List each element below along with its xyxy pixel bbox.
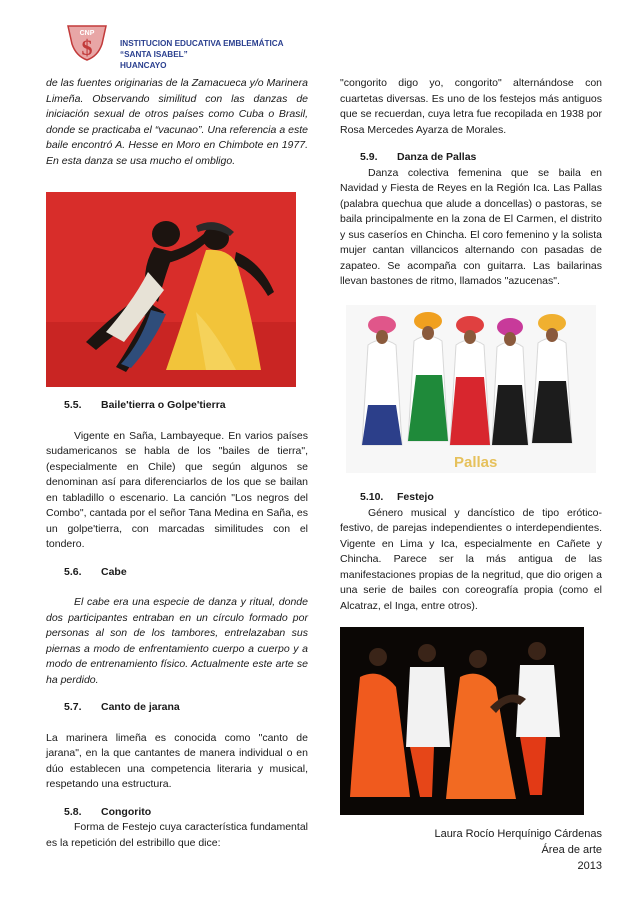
- section-5-5-text: Vigente en Saña, Lambayeque. En varios países sudamericanos se habla de los "bailes de tierra", (especialmente en Chile) que según algunos se denominan así para diferenciarlos de los que se bailan en tabladillo o escenario. La canción "Los negros del Combo", cantada por el señor Tana Medina en Saña, es un golpe'tierra, con marcadas similitudes con el tondero.: [46, 429, 308, 550]
- section-5-7-number: 5.7.: [64, 701, 82, 713]
- pallas-caption: Pallas: [454, 454, 498, 471]
- section-5-5-number: 5.5.: [64, 399, 82, 411]
- section-5-5-title: Baile'tierra o Golpe'tierra: [101, 399, 226, 411]
- section-5-10-heading: [360, 490, 602, 506]
- section-5-9-text: Danza colectiva femenina que se baila en Navidad y Fiesta de Reyes en la Región Ica. Las Pallas (palabra quechua que alude a doncellas) o pastoras, se baila principalmente en la zona de El Carmen, el distrito y sus caseríos en Chincha. El coro femenino y la solista mujer cantan villancicos alternando con pasadas de zapateo. Se acompaña con guitarra. Las bailarinas llevan bastones de ritmo, llamados "azucenas".: [340, 166, 602, 287]
- congorito-continuation: "congorito digo yo, congorito" alternándose con cuartetas diversas. Es uno de los festejos más antiguos que se recuerdan, cuya letra fue recopilada en 1938 por Rosa Mercedes Ayarza de Morales.: [340, 77, 602, 136]
- section-5-9-number: 5.9.: [360, 151, 378, 163]
- section-5-6-title: Cabe: [101, 565, 127, 578]
- section-5-7-heading: [64, 700, 308, 716]
- svg-text:$: $: [81, 35, 93, 60]
- section-5-9-title: Danza de Pallas: [397, 151, 477, 163]
- dancers-painting-image: [46, 192, 296, 387]
- section-5-5-heading: [64, 398, 308, 414]
- section-5-6-number: 5.6.: [64, 565, 82, 578]
- section-5-8-heading: [64, 805, 308, 821]
- section-5-10: [340, 490, 602, 614]
- section-5-5: [46, 398, 308, 851]
- logo-text: CNP: [79, 30, 95, 37]
- festejo-dancers-image: [340, 627, 584, 815]
- right-column: [340, 76, 602, 290]
- footer-subject: Área de arte: [541, 844, 602, 856]
- section-5-7-title: Canto de jarana: [101, 701, 180, 713]
- footer-year: 2013: [577, 860, 602, 872]
- author-footer: [434, 826, 602, 874]
- section-5-8-text: Forma de Festejo cuya característica fundamental es la repetición del estribillo que dice:: [46, 821, 308, 849]
- intro-paragraph: de las fuentes originarias de la Zamacueca y/o Marinera Limeña. Observando similitud con las danzas de iniciación sexual de otros países como Cuba o Brasil, donde se practicaba el “vacunao”. Una referencia a este baile encontró A. Hesse en Moro en Chimbote en 1977. En esta danza se usa mucho el ombligo.: [46, 77, 308, 167]
- school-name: [120, 38, 284, 71]
- school-line-3: HUANCAYO: [120, 61, 167, 70]
- section-5-10-number: 5.10.: [360, 491, 384, 503]
- section-5-9-heading: [360, 150, 602, 166]
- school-line-2: “SANTA ISABEL”: [120, 50, 188, 59]
- section-5-6-heading: [64, 565, 308, 581]
- section-5-8-title: Congorito: [101, 805, 152, 818]
- section-5-10-text: Género musical y dancístico de tipo erótico-festivo, de parejas independientes o interdependientes. Vigente en Lima y Ica, especialmente en Cañete y Chincha. Parece ser la más antigua de las manifestaciones propias de la negritud, que dio origen a una serie de bailes con coreografía propia (como el Alcatraz, el Inga, entre otros).: [340, 506, 602, 612]
- school-line-1: INSTITUCION EDUCATIVA EMBLEMÁTICA: [120, 39, 284, 48]
- school-logo: [62, 22, 112, 62]
- section-5-7-text: La marinera limeña es conocida como "canto de jarana", en la que cantantes de manera individual o en dúo establecen una competencia literaria y musical, respetando una estructura.: [46, 731, 308, 790]
- left-column: [46, 76, 308, 169]
- section-5-10-title: Festejo: [397, 491, 434, 503]
- section-5-8-number: 5.8.: [64, 805, 82, 818]
- section-5-6-text: El cabe era una especie de danza y ritual, donde dos participantes entraban en un círculo formado por personas al son de los tambores, entrelazaban sus piernas a modo de enfrentamiento cuerpo a cuerpo y a modo de entrenamiento físico. Actualmente este arte se ha perdido.: [46, 596, 308, 686]
- pallas-dancers-image: [346, 305, 596, 473]
- footer-author: Laura Rocío Herquínigo Cárdenas: [434, 828, 602, 840]
